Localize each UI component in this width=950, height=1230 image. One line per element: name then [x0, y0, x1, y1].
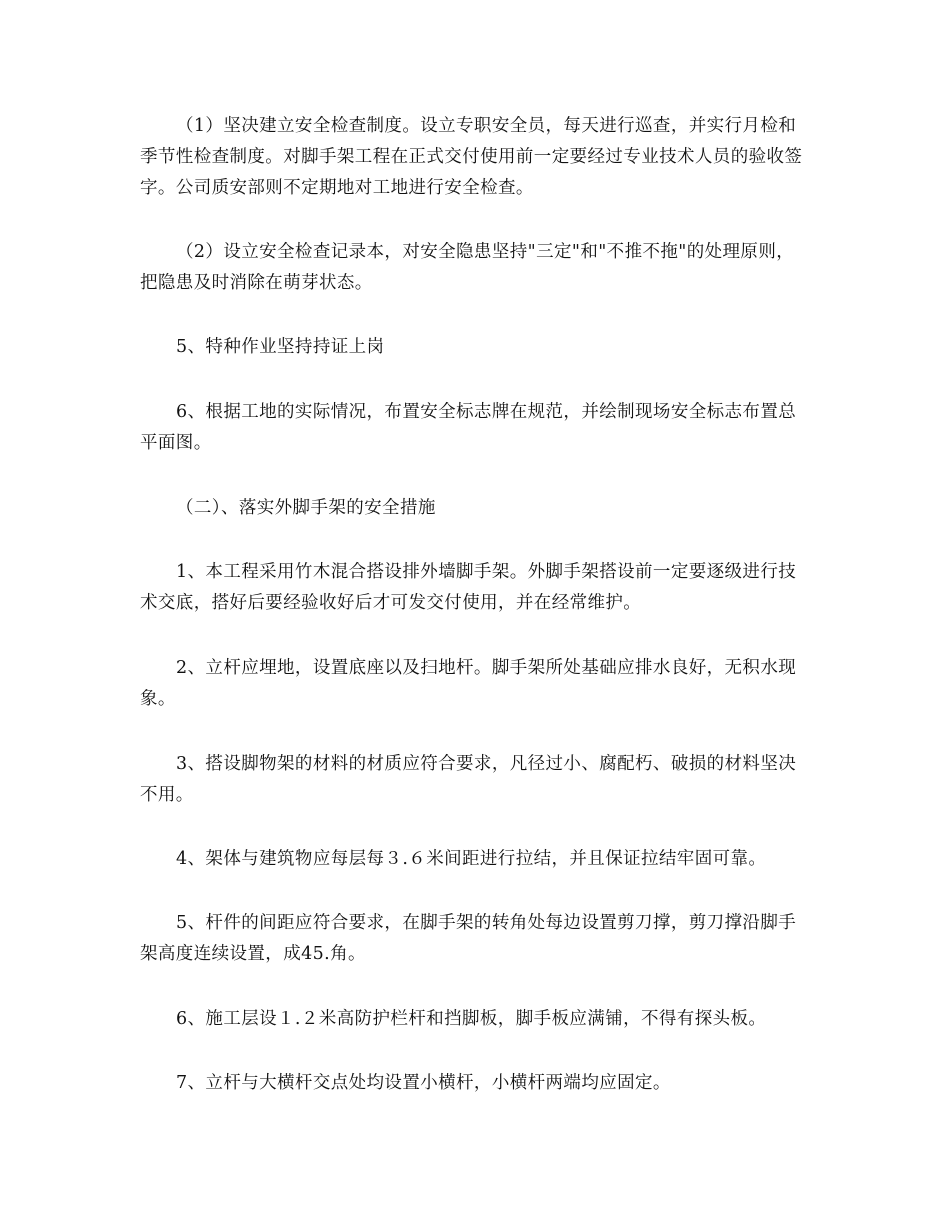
paragraph-scaffold-item-6: 6、施工层设１.２米高防护栏杆和挡脚板，脚手板应满铺，不得有探头板。: [176, 1009, 767, 1029]
paragraph-inspection-record-book: （2）设立安全检查记录本，对安全隐患坚持"三定"和"不推不拖"的处理原则，把隐患及时消除在萌芽状态。: [140, 242, 795, 293]
paragraph-scaffold-item-5: 5、杆件的间距应符合要求，在脚手架的转角处每边设置剪刀撑，剪刀撑沿脚手架高度连续设置，成45.角。: [140, 913, 797, 964]
paragraph-safety-signs: 6、根据工地的实际情况，布置安全标志牌在规范，并绘制现场安全标志布置总平面图。: [140, 402, 797, 453]
paragraph-scaffold-item-1: 1、本工程采用竹木混合搭设排外墙脚手架。外脚手架搭设前一定要逐级进行技术交底，搭好后要经验收好后才可发交付使用，并在经常维护。: [140, 562, 797, 613]
paragraph-certified-special-operations: 5、特种作业坚持持证上岗: [176, 337, 385, 357]
paragraph-scaffold-item-7: 7、立杆与大横杆交点处均设置小横杆，小横杆两端均应固定。: [176, 1073, 671, 1093]
paragraph-scaffold-item-3: 3、搭设脚物架的材料的材质应符合要求，凡径过小、腐配朽、破损的材料坚决不用。: [140, 754, 797, 805]
paragraph-scaffold-item-2: 2、立杆应埋地，设置底座以及扫地杆。脚手架所处基础应排水良好，无积水现象。: [140, 658, 797, 709]
paragraph-safety-inspection-system: （1）坚决建立安全检查制度。设立专职安全员，每天进行巡查，并实行月检和季节性检查制度。对脚手架工程在正式交付使用前一定要经过专业技术人员的验收签字。公司质安部则不定期地对工地进行安全检查。: [140, 116, 803, 198]
section-heading-scaffold-measures: （二）、落实外脚手架的安全措施: [176, 498, 436, 518]
paragraph-scaffold-item-4: 4、架体与建筑物应每层每３.６米间距进行拉结，并且保证拉结牢固可靠。: [176, 849, 767, 869]
